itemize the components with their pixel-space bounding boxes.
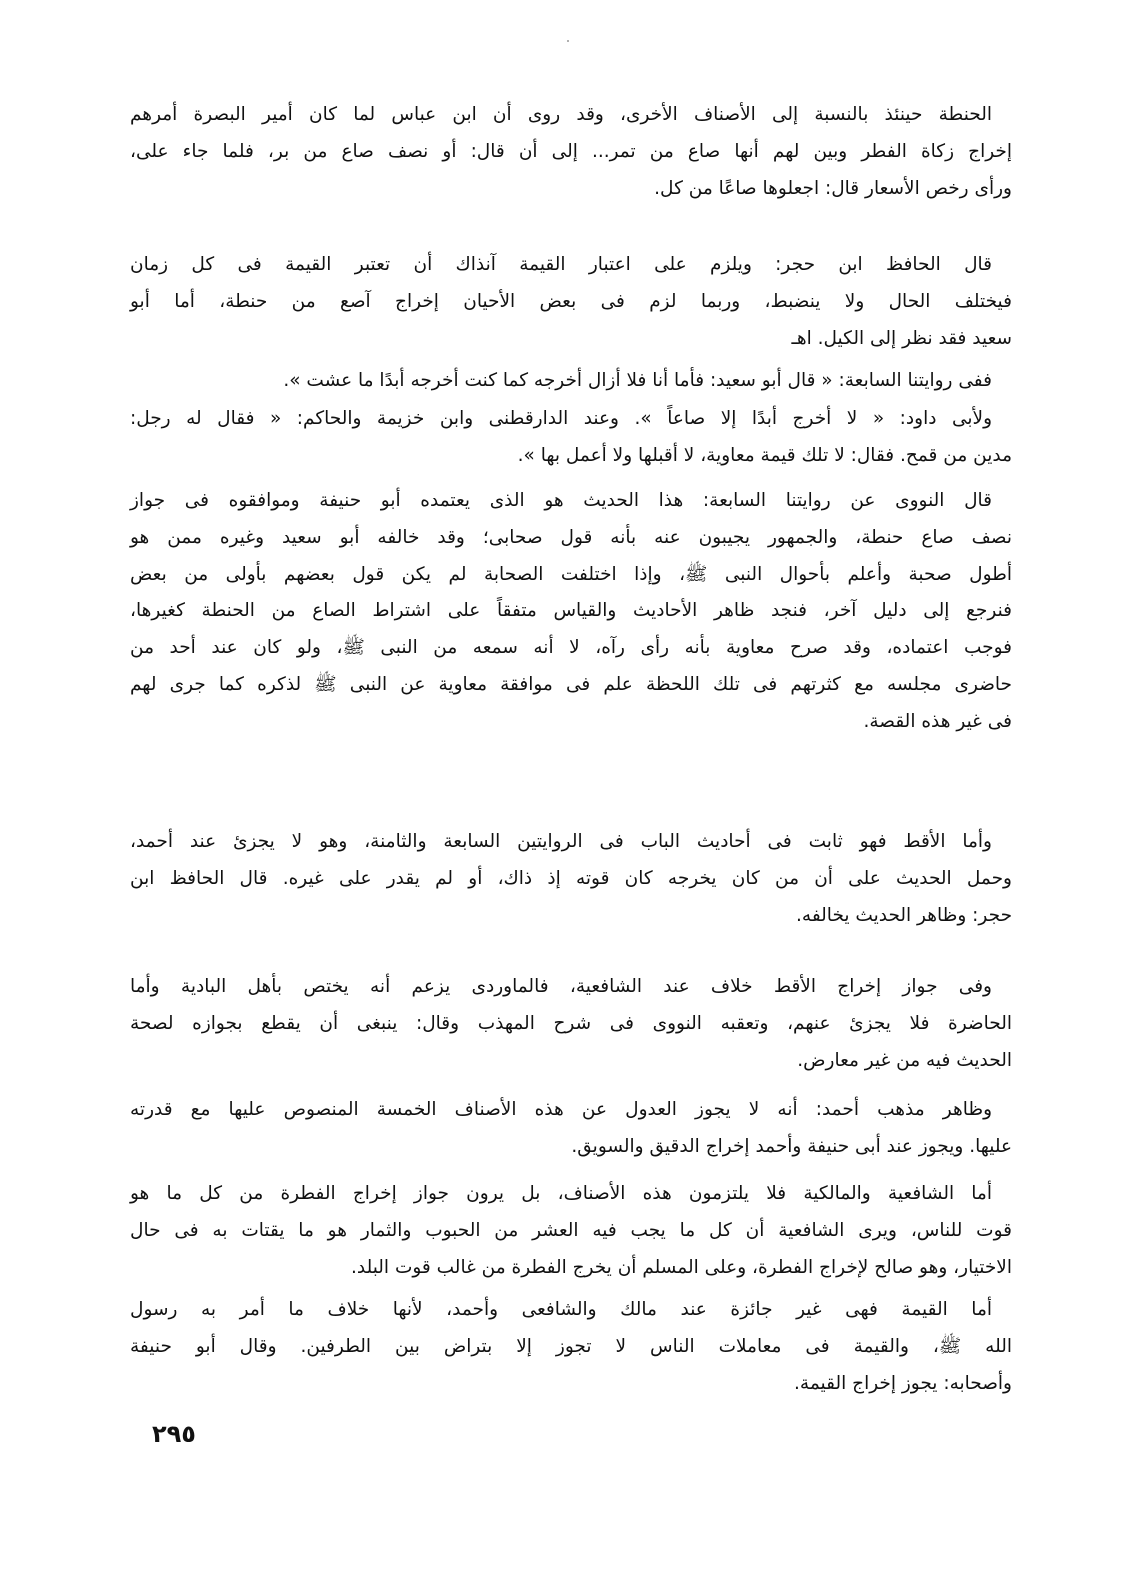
text-line: قال النووى عن روايتنا السابعة: هذا الحديث هو الذى يعتمده أبو حنيفة وموافقوه فى جواز: [130, 490, 992, 511]
text-line: ولأبى داود: « لا أخرج أبدًا إلا صاعاً ». وعند الدارقطنى وابن خزيمة والحاكم: « فقال له رجل:: [130, 408, 992, 429]
text-line: حجر: وظاهر الحديث يخالفه.: [796, 904, 1012, 926]
paragraph: [130, 247, 1012, 357]
text-line: الله ﷺ، والقيمة فى معاملات الناس لا تجوز إلا بتراض بين الطرفين. وقال أبو حنيفة: [130, 1335, 1012, 1357]
paragraph: [130, 401, 1012, 475]
text-line: قوت للناس، ويرى الشافعية أن كل ما يجب فيه العشر من الحبوب والثمار هو ما يقتات به فى حال: [130, 1219, 1012, 1241]
text-line: أطول صحبة وأعلم بأحوال النبى ﷺ، وإذا اختلفت الصحابة لم يكن قول بعضهم بأولى من بعض: [130, 563, 1012, 585]
text-line: وظاهر مذهب أحمد: أنه لا يجوز العدول عن هذه الأصناف الخمسة المنصوص عليها مع قدرته: [130, 1099, 992, 1120]
text-line: إخراج زكاة الفطر وبين لهم أنها صاع من تمر... إلى أن قال: أو نصف صاع من بر، فلما جاء على،: [130, 140, 1012, 162]
text-line: حاضرى مجلسه مع كثرتهم فى تلك اللحظة علم فى موافقة معاوية عن النبى ﷺ لذكره كما جرى لهم: [130, 673, 1012, 695]
text-line: سعيد فقد نظر إلى الكيل. اهـ: [791, 327, 1012, 349]
paragraph: [130, 363, 1012, 400]
text-line: أما الشافعية والمالكية فلا يلتزمون هذه الأصناف، بل يرون جواز إخراج الفطرة من كل ما هو: [130, 1183, 992, 1204]
text-line: مدين من قمح. فقال: لا تلك قيمة معاوية، لا أقبلها ولا أعمل بها ».: [517, 444, 1012, 466]
text-line: أما القيمة فهى غير جائزة عند مالك والشافعى وأحمد، لأنها خلاف ما أمر به رسول: [130, 1299, 992, 1320]
paragraph: [130, 824, 1012, 934]
text-line: وأما الأقط فهو ثابت فى أحاديث الباب فى الروايتين السابعة والثامنة، وهو لا يجزئ عند أحمد،: [130, 831, 992, 852]
text-line: الحنطة حينئذ بالنسبة إلى الأصناف الأخرى، وقد روى أن ابن عباس لما كان أمير البصرة أمرهم: [130, 104, 992, 125]
paragraph: [130, 97, 1012, 207]
scan-speck: [567, 40, 569, 42]
text-line: وفى جواز إخراج الأقط خلاف عند الشافعية، فالماوردى يزعم أنه يختص بأهل البادية وأما: [130, 976, 992, 997]
text-line: الحديث فيه من غير معارض.: [797, 1049, 1012, 1071]
paragraph: [130, 1092, 1012, 1166]
text-line: الحاضرة فلا يجزئ عنهم، وتعقبه النووى فى شرح المهذب وقال: ينبغى أن يقطع بجوازه لصحة: [130, 1012, 1012, 1034]
paragraph: [130, 1292, 1012, 1402]
text-line: عليها. ويجوز عند أبى حنيفة وأحمد إخراج الدقيق والسويق.: [571, 1135, 1012, 1157]
text-line: ففى روايتنا السابعة: « قال أبو سعيد: فأما أنا فلا أزال أخرجه كما كنت أخرجه أبدًا ما عشت ».: [283, 370, 992, 391]
text-line: فوجب اعتماده، وقد صرح معاوية بأنه رأى رآه، لا أنه سمعه من النبى ﷺ، ولو كان عند أحد من: [130, 637, 1012, 659]
paragraph: [130, 483, 1012, 741]
text-line: الاختيار، وهو صالح لإخراج الفطرة، وعلى المسلم أن يخرج الفطرة من غالب قوت البلد.: [350, 1256, 1012, 1278]
text-line: وأصحابه: يجوز إخراج القيمة.: [794, 1372, 1012, 1394]
text-line: قال الحافظ ابن حجر: ويلزم على اعتبار القيمة آنذاك أن تعتبر القيمة فى كل زمان: [130, 254, 992, 275]
paragraph: [130, 1176, 1012, 1286]
text-line: ورأى رخص الأسعار قال: اجعلوها صاعًا من كل.: [654, 177, 1012, 199]
paragraph: [130, 969, 1012, 1079]
page-number: ٢٩٥: [152, 1420, 196, 1448]
text-line: فيختلف الحال ولا ينضبط، وربما لزم فى بعض الأحيان إخراج آصع من حنطة، أما أبو: [130, 290, 1012, 312]
text-line: وحمل الحديث على أن من كان يخرجه كان قوته إذ ذاك، أو لم يقدر على غيره. قال الحافظ ابن: [130, 867, 1012, 889]
text-line: نصف صاع حنطة، والجمهور يجيبون عنه بأنه قول صحابى؛ وقد خالفه أبو سعيد وغيره ممن هو: [130, 526, 1012, 548]
text-line: فنرجع إلى دليل آخر، فنجد ظاهر الأحاديث والقياس متفقاً على اشتراط الصاع من الحنطة كغيرها،: [130, 600, 1012, 622]
text-line: فى غير هذه القصة.: [863, 710, 1012, 732]
